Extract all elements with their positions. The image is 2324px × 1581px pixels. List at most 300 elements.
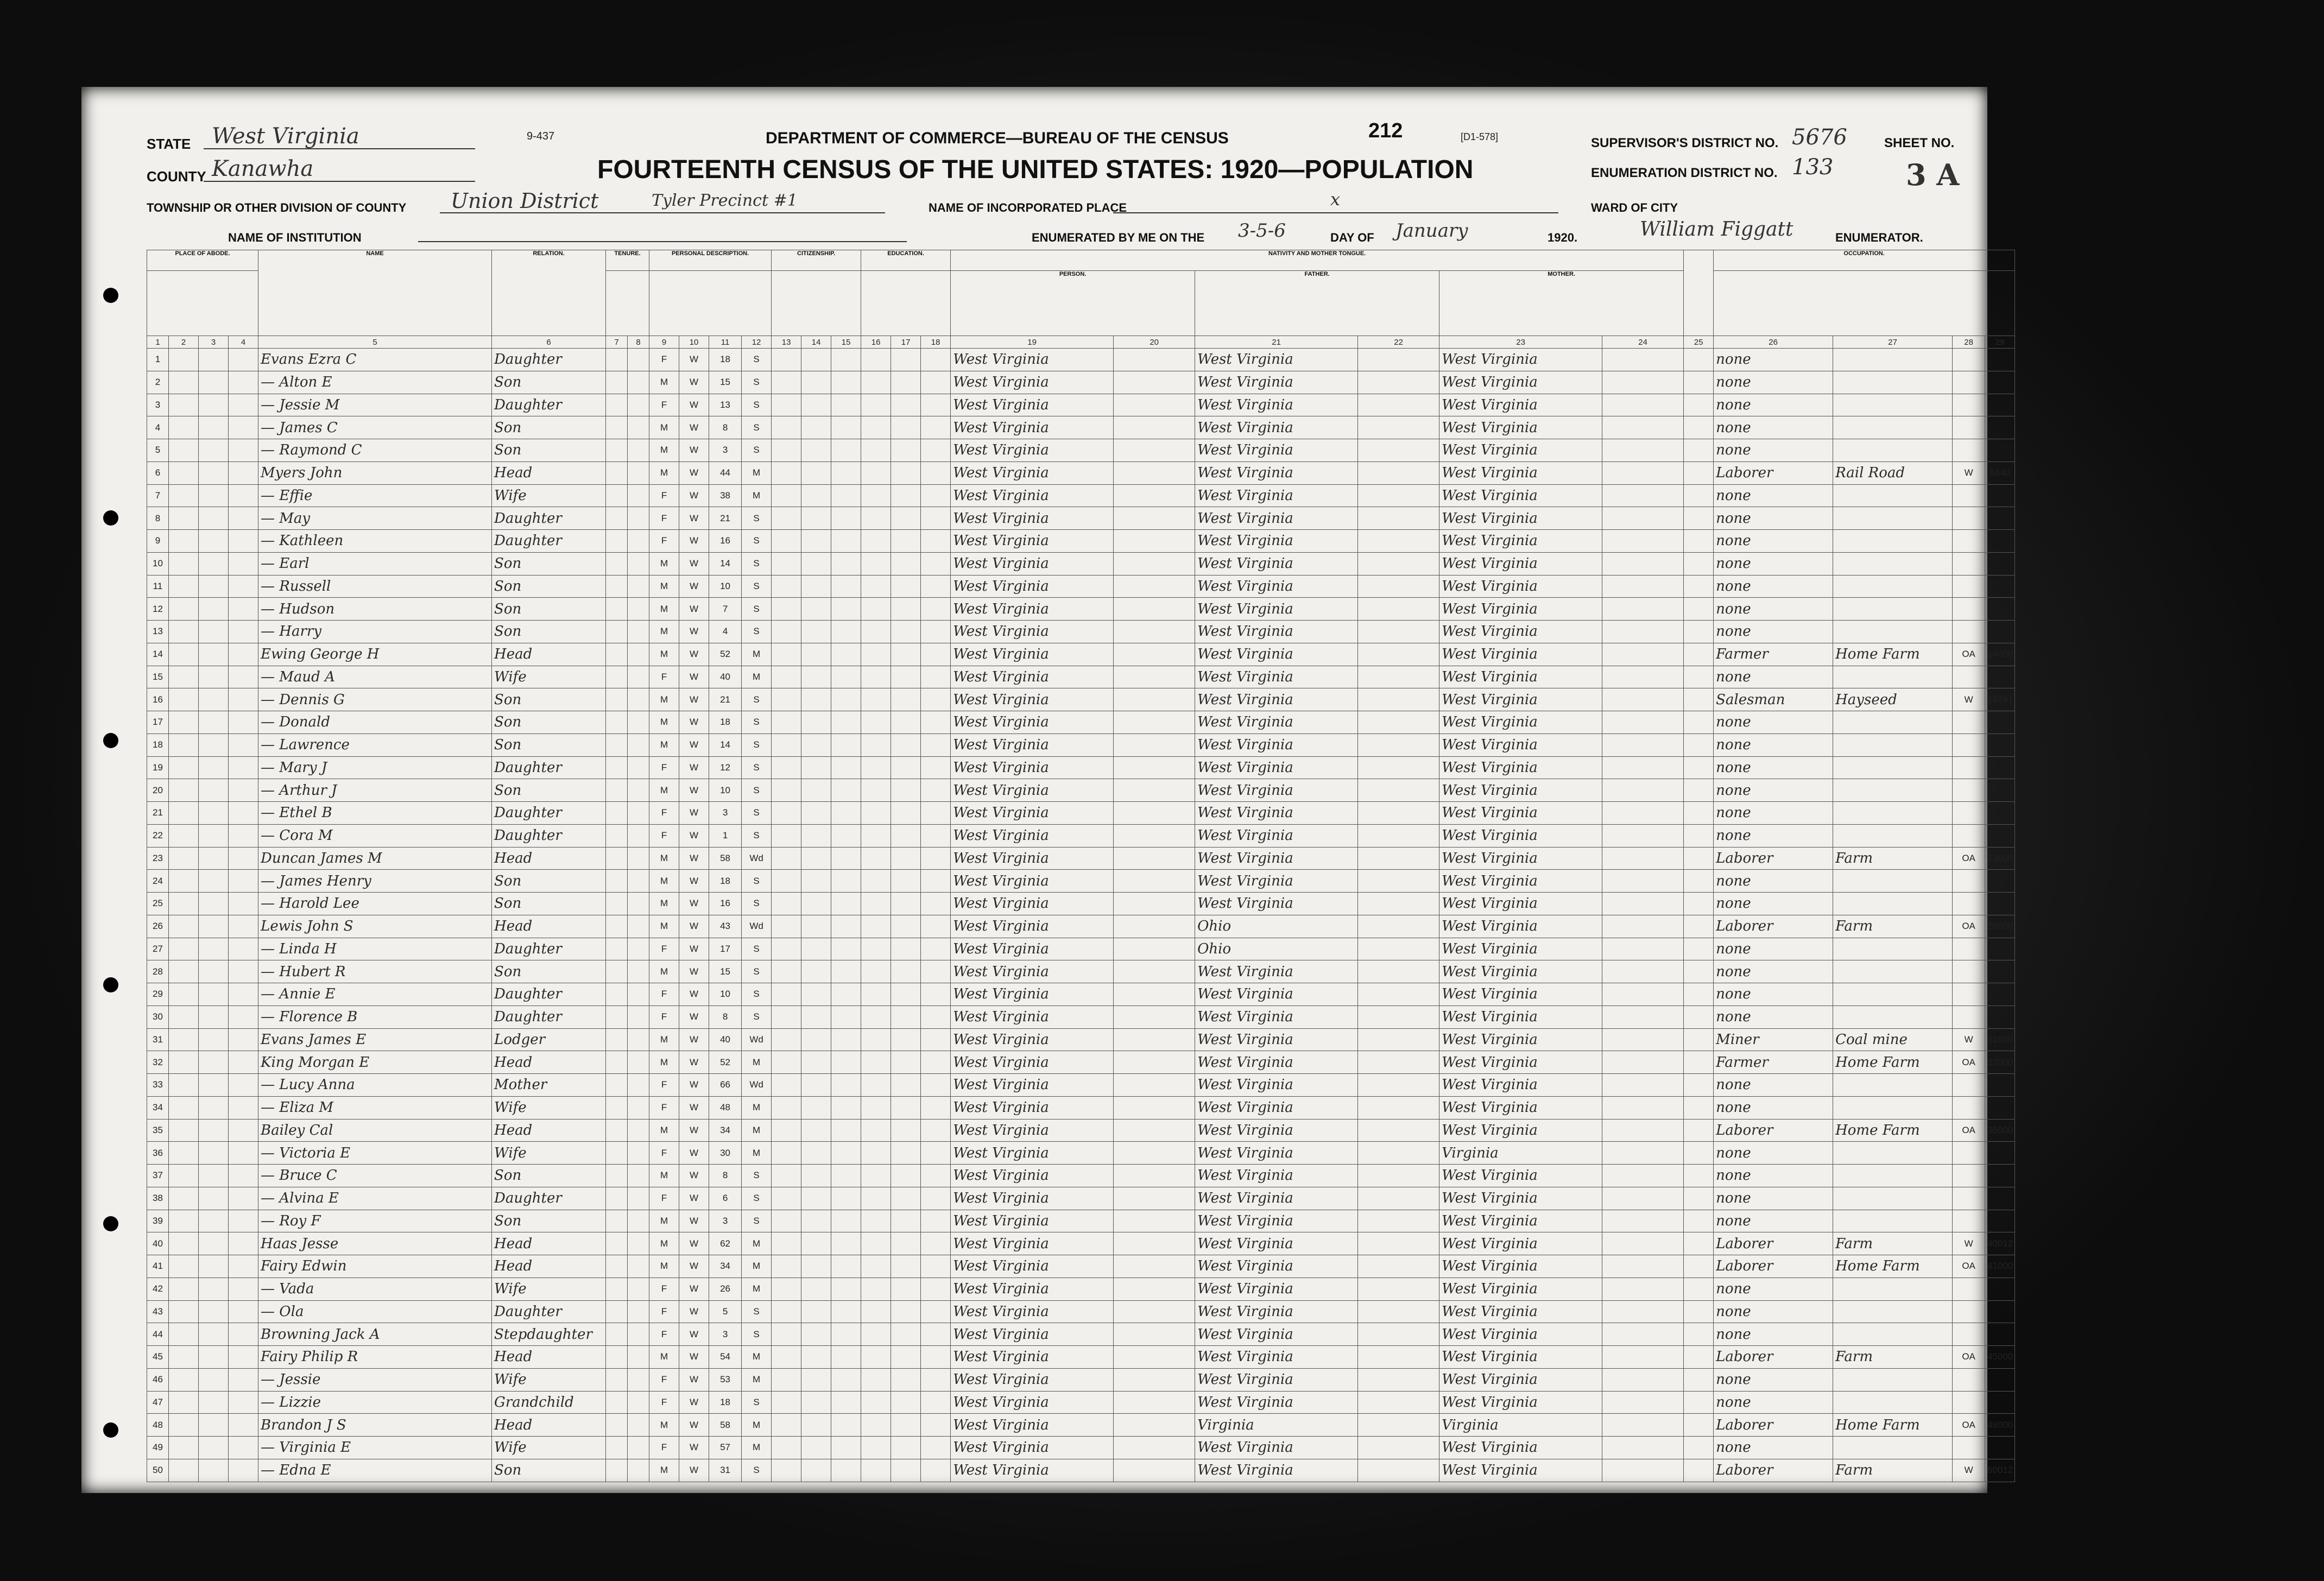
sex: F bbox=[649, 484, 679, 507]
race: W bbox=[679, 484, 709, 507]
empty-cell bbox=[1602, 439, 1684, 462]
farm-schedule bbox=[1985, 802, 2015, 825]
sex: F bbox=[649, 1278, 679, 1300]
empty-cell bbox=[1358, 802, 1439, 825]
empty-cell bbox=[1684, 870, 1714, 893]
class-of-worker bbox=[1953, 1323, 1985, 1346]
table-row bbox=[147, 416, 2015, 439]
empty-cell bbox=[606, 1051, 628, 1074]
person-name: — Cora M bbox=[258, 824, 492, 847]
empty-cell bbox=[1602, 1255, 1684, 1278]
empty-cell bbox=[229, 371, 258, 394]
empty-cell bbox=[1684, 643, 1714, 666]
sex: M bbox=[649, 1232, 679, 1255]
empty-cell bbox=[1684, 552, 1714, 575]
age: 3 bbox=[709, 1323, 742, 1346]
empty-cell bbox=[801, 394, 831, 416]
empty-cell bbox=[1114, 847, 1195, 870]
empty-cell bbox=[891, 461, 921, 484]
person-name: — Lucy Anna bbox=[258, 1074, 492, 1097]
industry bbox=[1833, 1278, 1953, 1300]
birthplace: West Virginia bbox=[951, 1165, 1114, 1187]
empty-cell bbox=[831, 1051, 861, 1074]
empty-cell bbox=[628, 870, 649, 893]
empty-cell bbox=[801, 893, 831, 915]
industry: Farm bbox=[1833, 1459, 1953, 1482]
empty-cell bbox=[891, 1414, 921, 1437]
relation: Head bbox=[492, 643, 606, 666]
race: W bbox=[679, 1165, 709, 1187]
mother-birthplace: Virginia bbox=[1439, 1142, 1602, 1165]
empty-cell bbox=[199, 915, 229, 938]
empty-cell bbox=[628, 621, 649, 643]
col-tenure-sub bbox=[606, 271, 649, 336]
day-of-label: DAY OF bbox=[1330, 231, 1374, 244]
empty-cell bbox=[1684, 1232, 1714, 1255]
empty-cell bbox=[229, 666, 258, 688]
empty-cell bbox=[772, 1096, 801, 1119]
col-personal: PERSONAL DESCRIPTION. bbox=[649, 250, 772, 271]
mother-birthplace: West Virginia bbox=[1439, 915, 1602, 938]
empty-cell bbox=[1602, 688, 1684, 711]
industry bbox=[1833, 439, 1953, 462]
township-value: Union District bbox=[451, 189, 599, 213]
marital-status: M bbox=[742, 1051, 772, 1074]
empty-cell bbox=[831, 1165, 861, 1187]
empty-cell bbox=[199, 666, 229, 688]
empty-cell bbox=[628, 1051, 649, 1074]
empty-cell bbox=[831, 416, 861, 439]
sheet-label: SHEET NO. bbox=[1884, 136, 1955, 150]
occupation: Farmer bbox=[1714, 643, 1833, 666]
empty-cell bbox=[801, 1323, 831, 1346]
age: 21 bbox=[709, 688, 742, 711]
empty-cell bbox=[921, 1300, 951, 1323]
column-number: 22 bbox=[1358, 336, 1439, 349]
empty-cell bbox=[861, 598, 891, 621]
occupation: none bbox=[1714, 621, 1833, 643]
line-number: 12 bbox=[147, 598, 169, 621]
person-name: Bailey Cal bbox=[258, 1119, 492, 1142]
empty-cell bbox=[1684, 530, 1714, 553]
sex: M bbox=[649, 1210, 679, 1232]
farm-schedule bbox=[1985, 439, 2015, 462]
sex: F bbox=[649, 1300, 679, 1323]
industry bbox=[1833, 938, 1953, 960]
occupation: none bbox=[1714, 371, 1833, 394]
person-name: Evans James E bbox=[258, 1028, 492, 1051]
empty-cell bbox=[1684, 416, 1714, 439]
county-label: COUNTY bbox=[147, 168, 206, 185]
empty-cell bbox=[199, 1210, 229, 1232]
empty-cell bbox=[1684, 915, 1714, 938]
empty-cell bbox=[801, 1414, 831, 1437]
race: W bbox=[679, 643, 709, 666]
empty-cell bbox=[831, 643, 861, 666]
empty-cell bbox=[1684, 1459, 1714, 1482]
empty-cell bbox=[169, 1278, 199, 1300]
farm-schedule bbox=[1985, 530, 2015, 553]
empty-cell bbox=[861, 1142, 891, 1165]
column-number: 10 bbox=[679, 336, 709, 349]
empty-cell bbox=[1114, 779, 1195, 802]
empty-cell bbox=[628, 666, 649, 688]
empty-cell bbox=[199, 371, 229, 394]
empty-cell bbox=[199, 507, 229, 530]
col-abode-sub bbox=[147, 271, 258, 336]
empty-cell bbox=[1684, 960, 1714, 983]
marital-status: S bbox=[742, 416, 772, 439]
empty-cell bbox=[1602, 1323, 1684, 1346]
empty-cell bbox=[831, 938, 861, 960]
empty-cell bbox=[861, 394, 891, 416]
table-row bbox=[147, 756, 2015, 779]
sex: F bbox=[649, 530, 679, 553]
empty-cell bbox=[628, 1005, 649, 1028]
class-of-worker: OA bbox=[1953, 1119, 1985, 1142]
column-number: 28 bbox=[1953, 336, 1985, 349]
race: W bbox=[679, 1255, 709, 1278]
relation: Daughter bbox=[492, 802, 606, 825]
sex: M bbox=[649, 688, 679, 711]
empty-cell bbox=[861, 983, 891, 1006]
race: W bbox=[679, 416, 709, 439]
birthplace: West Virginia bbox=[951, 983, 1114, 1006]
marital-status: S bbox=[742, 870, 772, 893]
empty-cell bbox=[229, 688, 258, 711]
empty-cell bbox=[1358, 1278, 1439, 1300]
table-row bbox=[147, 621, 2015, 643]
age: 3 bbox=[709, 802, 742, 825]
empty-cell bbox=[801, 461, 831, 484]
col-father: FATHER. bbox=[1195, 271, 1439, 336]
empty-cell bbox=[199, 983, 229, 1006]
relation: Son bbox=[492, 371, 606, 394]
empty-cell bbox=[921, 575, 951, 598]
industry bbox=[1833, 416, 1953, 439]
line-number: 9 bbox=[147, 530, 169, 553]
empty-cell bbox=[199, 893, 229, 915]
empty-cell bbox=[1114, 1414, 1195, 1437]
mother-birthplace: West Virginia bbox=[1439, 552, 1602, 575]
empty-cell bbox=[1602, 1437, 1684, 1459]
empty-cell bbox=[772, 688, 801, 711]
empty-cell bbox=[199, 621, 229, 643]
empty-cell bbox=[801, 371, 831, 394]
empty-cell bbox=[861, 1096, 891, 1119]
empty-cell bbox=[1684, 349, 1714, 371]
table-row bbox=[147, 1210, 2015, 1232]
empty-cell bbox=[229, 893, 258, 915]
empty-cell bbox=[606, 461, 628, 484]
class-of-worker: OA bbox=[1953, 915, 1985, 938]
empty-cell bbox=[606, 1368, 628, 1391]
empty-cell bbox=[628, 847, 649, 870]
person-name: — Lizzie bbox=[258, 1391, 492, 1414]
mother-birthplace: West Virginia bbox=[1439, 1096, 1602, 1119]
empty-cell bbox=[1602, 938, 1684, 960]
empty-cell bbox=[606, 643, 628, 666]
farm-schedule: 23000 bbox=[1985, 847, 2015, 870]
age: 16 bbox=[709, 893, 742, 915]
farm-schedule bbox=[1985, 1074, 2015, 1097]
father-birthplace: West Virginia bbox=[1195, 643, 1358, 666]
empty-cell bbox=[1684, 756, 1714, 779]
empty-cell bbox=[199, 1142, 229, 1165]
empty-cell bbox=[199, 1255, 229, 1278]
marital-status: M bbox=[742, 1437, 772, 1459]
farm-schedule: 6640 bbox=[1985, 461, 2015, 484]
industry: Hayseed bbox=[1833, 688, 1953, 711]
industry bbox=[1833, 371, 1953, 394]
empty-cell bbox=[606, 371, 628, 394]
empty-cell bbox=[921, 756, 951, 779]
empty-cell bbox=[921, 1414, 951, 1437]
empty-cell bbox=[628, 938, 649, 960]
person-name: — Hudson bbox=[258, 598, 492, 621]
line-number: 15 bbox=[147, 666, 169, 688]
empty-cell bbox=[772, 621, 801, 643]
class-of-worker bbox=[1953, 439, 1985, 462]
col-occupation: OCCUPATION. bbox=[1714, 250, 2015, 271]
empty-cell bbox=[199, 1119, 229, 1142]
empty-cell bbox=[199, 461, 229, 484]
column-number: 12 bbox=[742, 336, 772, 349]
empty-cell bbox=[772, 1346, 801, 1369]
table-row bbox=[147, 847, 2015, 870]
mother-birthplace: West Virginia bbox=[1439, 484, 1602, 507]
line-number: 40 bbox=[147, 1232, 169, 1255]
empty-cell bbox=[199, 1051, 229, 1074]
empty-cell bbox=[606, 1414, 628, 1437]
relation: Wife bbox=[492, 1278, 606, 1300]
punch-hole bbox=[103, 733, 118, 748]
class-of-worker bbox=[1953, 1096, 1985, 1119]
empty-cell bbox=[801, 1346, 831, 1369]
empty-cell bbox=[772, 643, 801, 666]
age: 12 bbox=[709, 756, 742, 779]
empty-cell bbox=[628, 1165, 649, 1187]
empty-cell bbox=[861, 938, 891, 960]
empty-cell bbox=[831, 1074, 861, 1097]
sex: M bbox=[649, 1165, 679, 1187]
empty-cell bbox=[891, 416, 921, 439]
mother-birthplace: West Virginia bbox=[1439, 598, 1602, 621]
line-number: 11 bbox=[147, 575, 169, 598]
marital-status: S bbox=[742, 733, 772, 756]
empty-cell bbox=[199, 779, 229, 802]
empty-cell bbox=[199, 1278, 229, 1300]
farm-schedule bbox=[1985, 371, 2015, 394]
sex: F bbox=[649, 938, 679, 960]
empty-cell bbox=[1684, 733, 1714, 756]
empty-cell bbox=[831, 484, 861, 507]
farm-schedule bbox=[1985, 1096, 2015, 1119]
empty-cell bbox=[169, 870, 199, 893]
column-number: 26 bbox=[1714, 336, 1833, 349]
empty-cell bbox=[229, 1278, 258, 1300]
col-occupation-sub bbox=[1714, 271, 2015, 336]
empty-cell bbox=[801, 349, 831, 371]
empty-cell bbox=[169, 1368, 199, 1391]
line-number: 28 bbox=[147, 960, 169, 983]
empty-cell bbox=[169, 1210, 199, 1232]
industry bbox=[1833, 1187, 1953, 1210]
col-citizenship: CITIZENSHIP. bbox=[772, 250, 861, 271]
empty-cell bbox=[891, 688, 921, 711]
age: 66 bbox=[709, 1074, 742, 1097]
empty-cell bbox=[1684, 371, 1714, 394]
empty-cell bbox=[861, 1074, 891, 1097]
enumerated-label: ENUMERATED BY ME ON THE bbox=[1032, 231, 1205, 244]
line-number: 39 bbox=[147, 1210, 169, 1232]
occupation: none bbox=[1714, 733, 1833, 756]
age: 5 bbox=[709, 1300, 742, 1323]
line-number: 6 bbox=[147, 461, 169, 484]
empty-cell bbox=[1684, 1368, 1714, 1391]
empty-cell bbox=[606, 439, 628, 462]
birthplace: West Virginia bbox=[951, 711, 1114, 734]
empty-cell bbox=[891, 756, 921, 779]
empty-cell bbox=[831, 1459, 861, 1482]
class-of-worker bbox=[1953, 711, 1985, 734]
mother-birthplace: West Virginia bbox=[1439, 870, 1602, 893]
sex: M bbox=[649, 1028, 679, 1051]
occupation: none bbox=[1714, 756, 1833, 779]
father-birthplace: West Virginia bbox=[1195, 507, 1358, 530]
occupation: none bbox=[1714, 983, 1833, 1006]
race: W bbox=[679, 461, 709, 484]
col-relation: RELATION. bbox=[492, 250, 606, 336]
farm-schedule: 14000 bbox=[1985, 643, 2015, 666]
empty-cell bbox=[606, 1028, 628, 1051]
empty-cell bbox=[921, 552, 951, 575]
empty-cell bbox=[921, 983, 951, 1006]
birthplace: West Virginia bbox=[951, 756, 1114, 779]
class-of-worker: W bbox=[1953, 1028, 1985, 1051]
empty-cell bbox=[831, 779, 861, 802]
empty-cell bbox=[199, 416, 229, 439]
age: 8 bbox=[709, 416, 742, 439]
farm-schedule bbox=[1985, 394, 2015, 416]
enumerator-label: ENUMERATOR. bbox=[1835, 231, 1923, 244]
marital-status: S bbox=[742, 394, 772, 416]
farm-schedule: 26000 bbox=[1985, 915, 2015, 938]
empty-cell bbox=[169, 1232, 199, 1255]
empty-cell bbox=[606, 847, 628, 870]
class-of-worker bbox=[1953, 983, 1985, 1006]
class-of-worker bbox=[1953, 870, 1985, 893]
col-name: NAME bbox=[258, 250, 492, 336]
table-row bbox=[147, 461, 2015, 484]
sex: F bbox=[649, 1187, 679, 1210]
empty-cell bbox=[606, 416, 628, 439]
empty-cell bbox=[861, 1255, 891, 1278]
class-of-worker bbox=[1953, 1142, 1985, 1165]
father-birthplace: West Virginia bbox=[1195, 1074, 1358, 1097]
mother-birthplace: West Virginia bbox=[1439, 1028, 1602, 1051]
father-birthplace: West Virginia bbox=[1195, 530, 1358, 553]
table-row bbox=[147, 915, 2015, 938]
sheet-value: 3 A bbox=[1906, 157, 1960, 192]
empty-cell bbox=[772, 666, 801, 688]
empty-cell bbox=[1602, 915, 1684, 938]
empty-cell bbox=[1114, 1119, 1195, 1142]
class-of-worker: W bbox=[1953, 1459, 1985, 1482]
race: W bbox=[679, 960, 709, 983]
father-birthplace: West Virginia bbox=[1195, 960, 1358, 983]
empty-cell bbox=[1114, 756, 1195, 779]
occupation: none bbox=[1714, 1323, 1833, 1346]
industry: Home Farm bbox=[1833, 643, 1953, 666]
farm-schedule bbox=[1985, 575, 2015, 598]
empty-cell bbox=[628, 1414, 649, 1437]
farm-schedule bbox=[1985, 1165, 2015, 1187]
empty-cell bbox=[1114, 439, 1195, 462]
farm-schedule bbox=[1985, 552, 2015, 575]
father-birthplace: West Virginia bbox=[1195, 1368, 1358, 1391]
empty-cell bbox=[628, 711, 649, 734]
empty-cell bbox=[606, 824, 628, 847]
empty-cell bbox=[921, 1165, 951, 1187]
person-name: Lewis John S bbox=[258, 915, 492, 938]
empty-cell bbox=[1358, 1437, 1439, 1459]
empty-cell bbox=[199, 870, 229, 893]
class-of-worker bbox=[1953, 1368, 1985, 1391]
empty-cell bbox=[606, 1210, 628, 1232]
age: 8 bbox=[709, 1165, 742, 1187]
empty-cell bbox=[772, 394, 801, 416]
line-number: 3 bbox=[147, 394, 169, 416]
race: W bbox=[679, 1142, 709, 1165]
line-number: 46 bbox=[147, 1368, 169, 1391]
empty-cell bbox=[1684, 711, 1714, 734]
race: W bbox=[679, 915, 709, 938]
mother-birthplace: West Virginia bbox=[1439, 349, 1602, 371]
column-number: 19 bbox=[951, 336, 1114, 349]
empty-cell bbox=[628, 960, 649, 983]
father-birthplace: West Virginia bbox=[1195, 893, 1358, 915]
occupation: none bbox=[1714, 484, 1833, 507]
occupation: Miner bbox=[1714, 1028, 1833, 1051]
marital-status: S bbox=[742, 371, 772, 394]
mother-birthplace: West Virginia bbox=[1439, 824, 1602, 847]
father-birthplace: West Virginia bbox=[1195, 1210, 1358, 1232]
empty-cell bbox=[1114, 1300, 1195, 1323]
age: 10 bbox=[709, 779, 742, 802]
industry bbox=[1833, 1391, 1953, 1414]
line-number: 29 bbox=[147, 983, 169, 1006]
empty-cell bbox=[606, 960, 628, 983]
empty-cell bbox=[169, 598, 199, 621]
age: 14 bbox=[709, 552, 742, 575]
father-birthplace: West Virginia bbox=[1195, 1005, 1358, 1028]
empty-cell bbox=[1358, 1414, 1439, 1437]
line-number: 38 bbox=[147, 1187, 169, 1210]
farm-schedule: 45000 bbox=[1985, 1346, 2015, 1369]
punch-hole bbox=[103, 510, 118, 526]
empty-cell bbox=[772, 733, 801, 756]
table-row bbox=[147, 666, 2015, 688]
empty-cell bbox=[1602, 1028, 1684, 1051]
race: W bbox=[679, 1028, 709, 1051]
class-of-worker bbox=[1953, 349, 1985, 371]
farm-schedule: 16791 bbox=[1985, 688, 2015, 711]
empty-cell bbox=[169, 439, 199, 462]
empty-cell bbox=[861, 893, 891, 915]
birthplace: West Virginia bbox=[951, 666, 1114, 688]
empty-cell bbox=[229, 960, 258, 983]
